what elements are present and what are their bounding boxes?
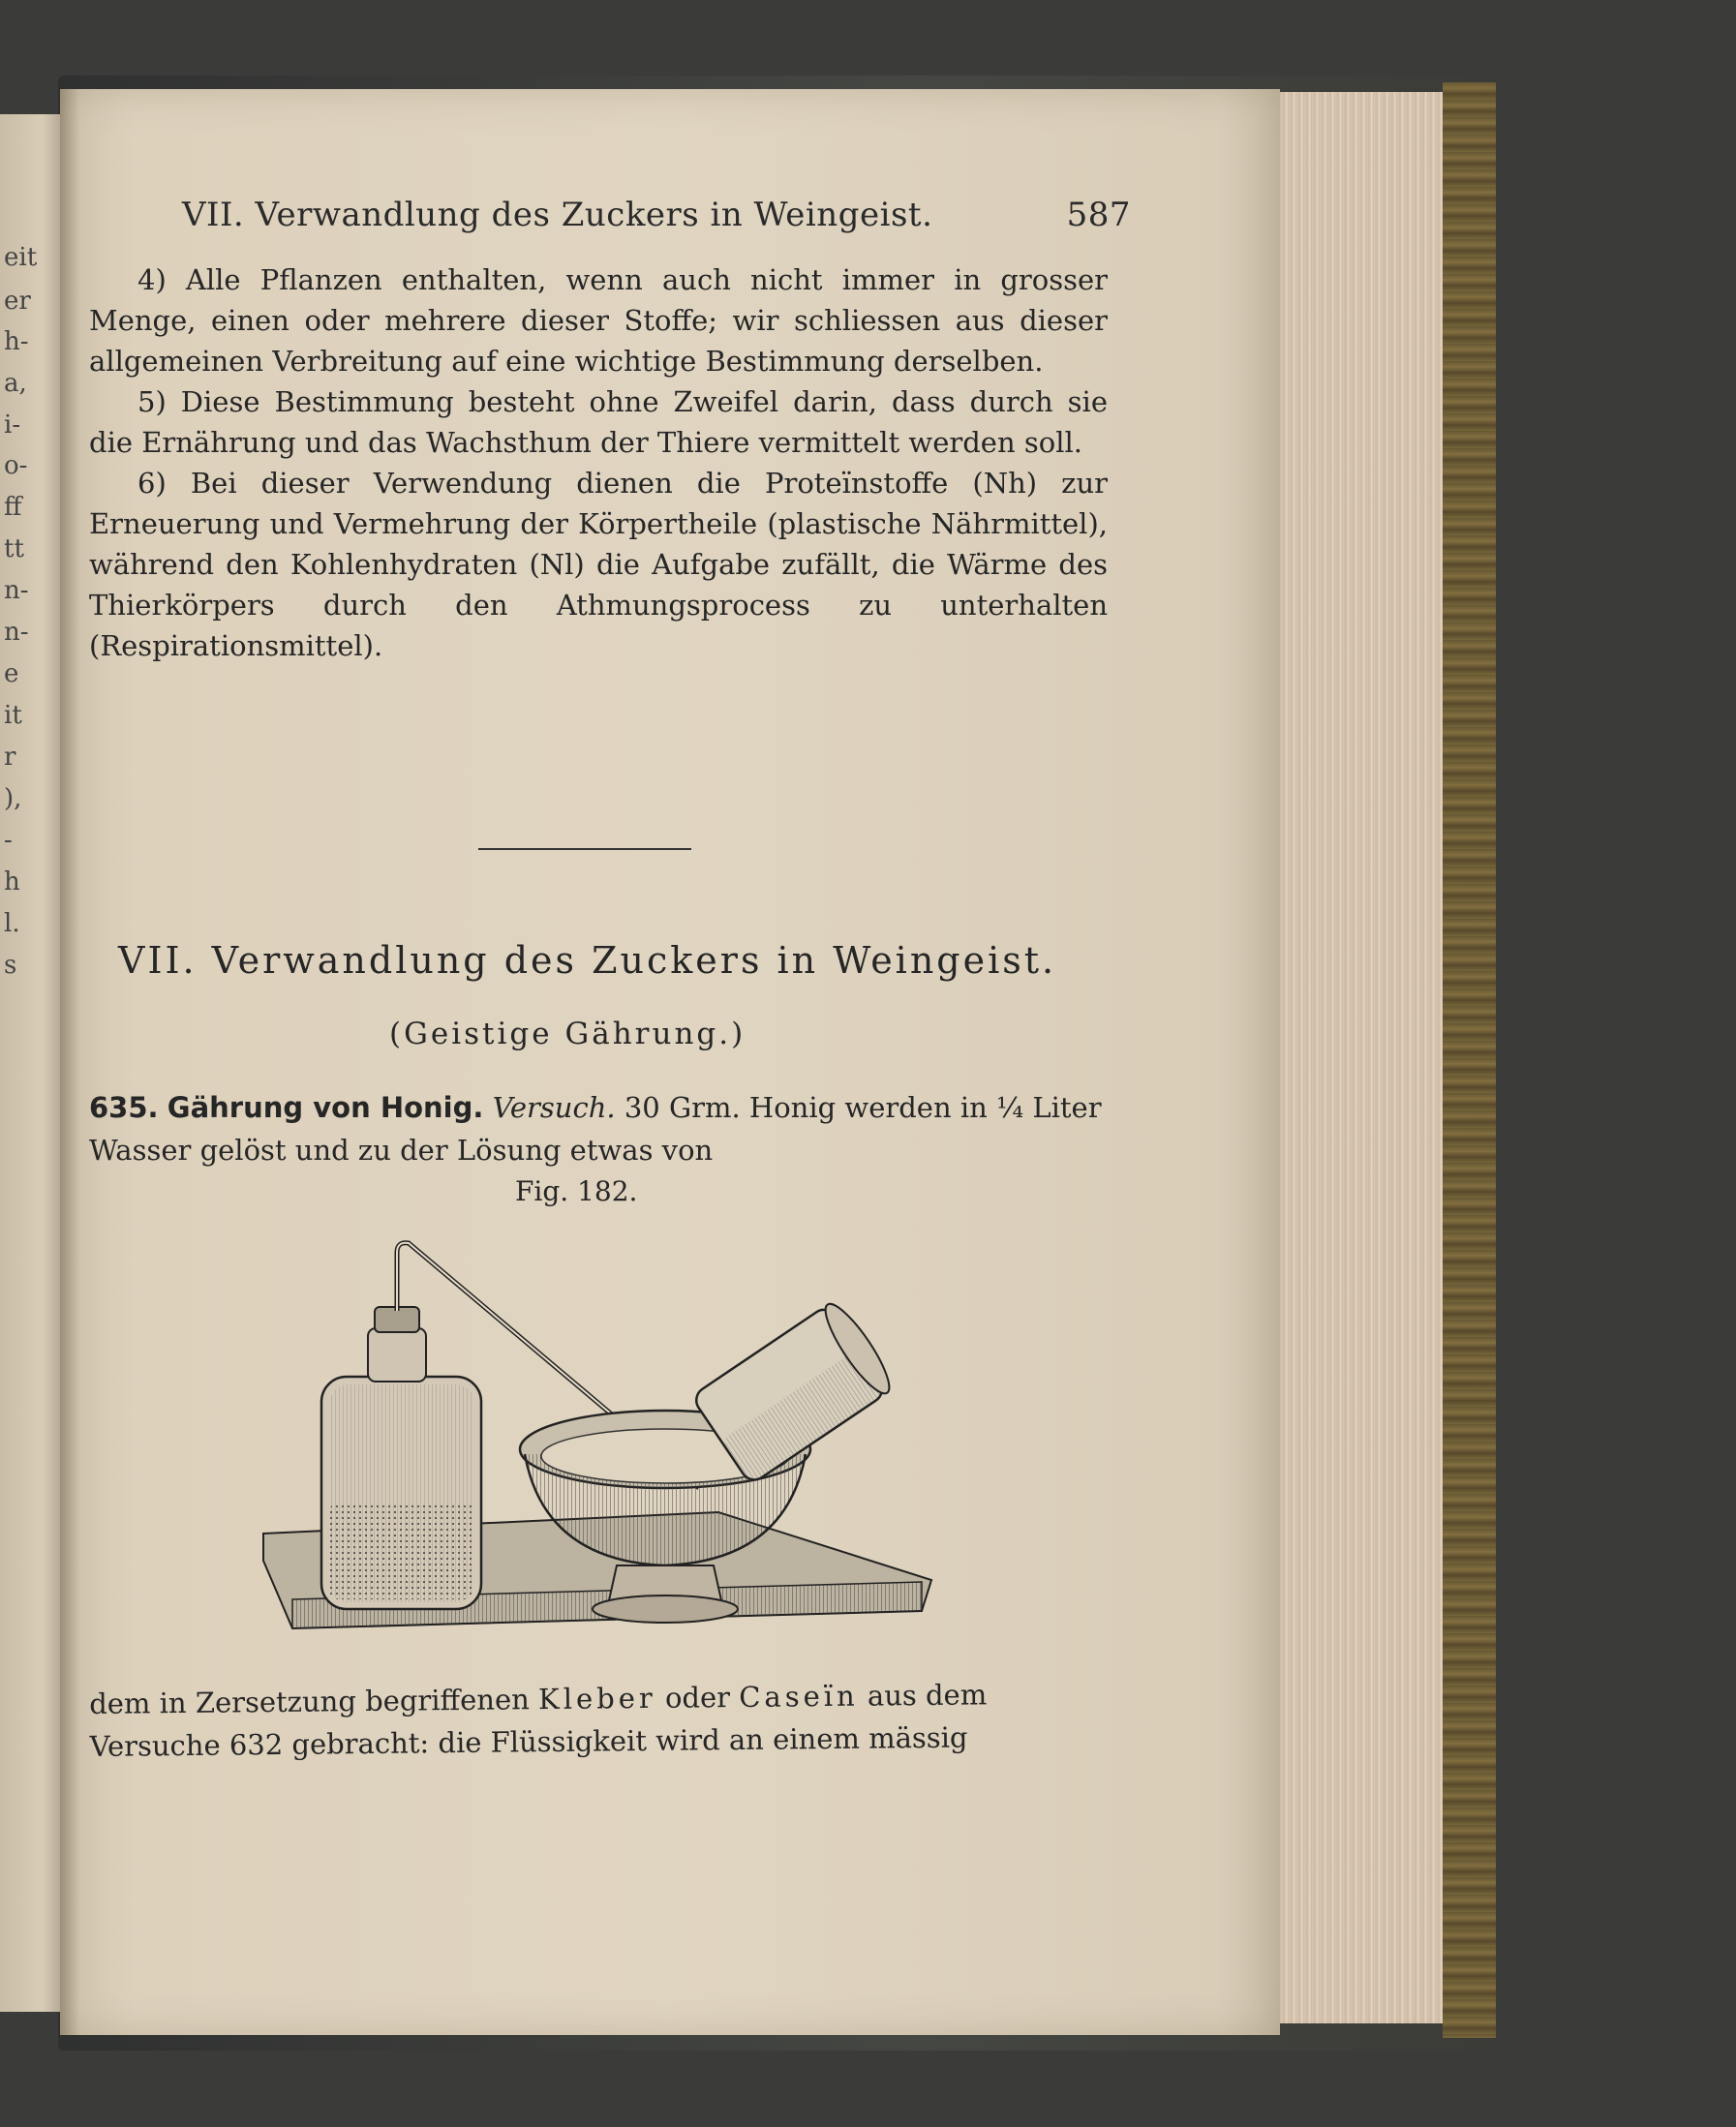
left-fragment: n- <box>4 576 29 605</box>
paragraph-4: 4) Alle Pflanzen enthalten, wenn auch nicht immer in grosser Menge, einen oder mehrere dieser Stoffe; wir schliessen aus dieser allgemeinen Verbreitung auf eine wichtige Bestimmung derselben. <box>89 263 1108 378</box>
left-fragment: h- <box>4 327 29 356</box>
book-spine <box>1443 82 1496 2038</box>
left-fragment: ), <box>4 784 22 813</box>
continuation-part-2: oder <box>664 1681 731 1715</box>
continuation-part-1: dem in Zersetzung begriffenen <box>89 1683 531 1720</box>
continuation-spaced-1: Kleber <box>537 1681 656 1717</box>
left-fragment: eit <box>4 243 38 272</box>
section-title: VII. Verwandlung des Zuckers in Weingeist. <box>118 939 1057 982</box>
left-fragment: a, <box>4 369 27 398</box>
fermentation-apparatus-figure <box>254 1231 970 1638</box>
running-head <box>182 196 1131 234</box>
page-number: 587 <box>1066 196 1131 234</box>
left-fragment: e <box>4 659 19 688</box>
left-fragment: er <box>4 287 31 316</box>
right-page <box>60 89 1280 2035</box>
section-subtitle: (Geistige Gährung.) <box>389 1017 746 1051</box>
left-fragment: h <box>4 867 20 896</box>
paragraph-6: 6) Bei dieser Verwendung dienen die Proteïnstoffe (Nh) zur Erneuerung und Vermehrung der Körpertheile (plastische Nährmittel), während den Kohlenhydraten (Nl) die Aufgabe zufällt, die Wärme des Thierkörpers durch den Athmungsprocess zu unterhalten (Respirationsmittel). <box>89 467 1108 662</box>
experiment-number: 635. <box>89 1091 159 1124</box>
experiment-label: Versuch. <box>492 1091 616 1124</box>
figure-caption: Fig. 182. <box>515 1175 638 1207</box>
experiment-heading: Gährung von Honig. <box>167 1091 484 1124</box>
left-fragment: i- <box>4 410 21 440</box>
left-fragment: o- <box>4 451 28 480</box>
left-fragment: n- <box>4 618 29 647</box>
running-head-title: VII. Verwandlung des Zuckers in Weingeist. <box>182 196 933 234</box>
glass-bottle <box>321 1307 481 1609</box>
experiment-text: 30 Grm. Honig werden in ¼ Liter Wasser gelöst und zu der Lösung etwas von <box>89 1091 1102 1167</box>
left-fragment: s <box>4 951 17 980</box>
left-fragment: l. <box>4 909 20 938</box>
left-fragment: ff <box>4 493 22 522</box>
experiment-paragraph <box>89 1086 1108 1171</box>
section-divider <box>478 848 691 850</box>
page-edges <box>1273 92 1443 2023</box>
left-fragment: - <box>4 826 13 855</box>
page-gutter-shadow <box>60 89 79 2035</box>
left-fragment: tt <box>4 534 24 563</box>
left-fragment: it <box>4 701 22 730</box>
continuation-spaced-2: Caseïn <box>739 1679 859 1714</box>
paragraph-5: 5) Diese Bestimmung besteht ohne Zweifel darin, dass durch sie die Ernährung und das Wachsthum der Thiere vermittelt werden soll. <box>89 385 1108 459</box>
continuation-part-3: aus dem Versuche 632 gebracht: die Flüssigkeit wird an einem mässig <box>89 1678 988 1763</box>
left-page-edge <box>0 114 60 2012</box>
continuation-text <box>89 1672 1109 1768</box>
left-fragment: r <box>4 743 16 772</box>
numbered-paragraphs <box>89 259 1108 666</box>
